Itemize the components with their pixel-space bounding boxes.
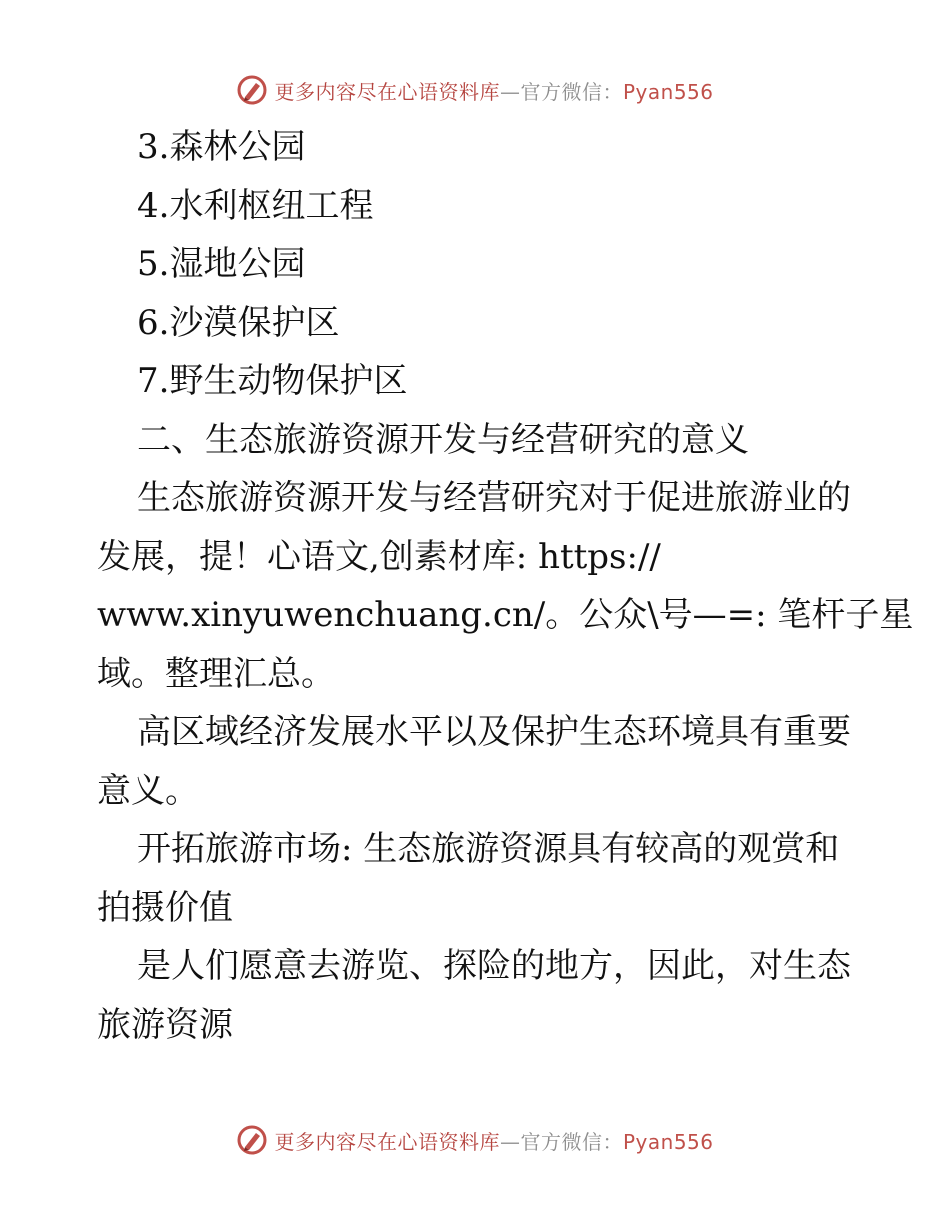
paragraph-line: 意义。 — [97, 770, 199, 811]
banner-wechat-label: 官方微信： — [520, 79, 623, 104]
banner-wechat-id: Pyan556 — [622, 79, 714, 104]
banner-separator: — — [499, 1129, 521, 1154]
paragraph-line: 拍摄价值 — [97, 887, 233, 928]
paragraph-line: 高区域经济发展水平以及保护生态环境具有重要 — [137, 712, 851, 752]
pen-logo-icon — [236, 74, 268, 106]
paragraph-line: 开拓旅游市场: 生态旅游资源具有较高的观赏和 — [137, 829, 840, 869]
banner-wechat-id: Pyan556 — [622, 1129, 714, 1154]
paragraph-line: www.xinyuwenchuang.cn/。公众\号—=: 笔杆子星 — [97, 595, 914, 635]
banner-separator: — — [499, 79, 521, 104]
banner-text — [274, 1126, 713, 1155]
section-heading: 二、生态旅游资源开发与经营研究的意义 — [137, 419, 749, 460]
banner-site: 更多内容尽在心语资料库 — [274, 1129, 500, 1154]
list-item-wildlife-reserve: 7.野生动物保护区 — [137, 361, 408, 401]
document-body — [97, 118, 914, 1054]
paragraph-line: 旅游资源 — [97, 1004, 233, 1045]
banner-site: 更多内容尽在心语资料库 — [274, 79, 500, 104]
paragraph-line: 域。整理汇总。 — [97, 653, 335, 694]
header-banner — [0, 70, 950, 110]
banner-wechat-label: 官方微信： — [520, 1129, 623, 1154]
list-item-wetland-park: 5.湿地公园 — [137, 244, 306, 284]
banner-text — [274, 76, 713, 105]
list-item-forest-park: 3.森林公园 — [137, 127, 306, 167]
paragraph-line: 生态旅游资源开发与经营研究对于促进旅游业的 — [137, 478, 851, 518]
list-item-water-project: 4.水利枢纽工程 — [137, 185, 374, 226]
paragraph-line: 是人们愿意去游览、探险的地方，因此，对生态 — [137, 946, 851, 986]
list-item-desert-reserve: 6.沙漠保护区 — [137, 302, 340, 343]
paragraph-line: 发展，提！心语文,创素材库: https:// — [97, 536, 661, 577]
footer-banner — [0, 1120, 950, 1160]
pen-logo-icon — [236, 1124, 268, 1156]
